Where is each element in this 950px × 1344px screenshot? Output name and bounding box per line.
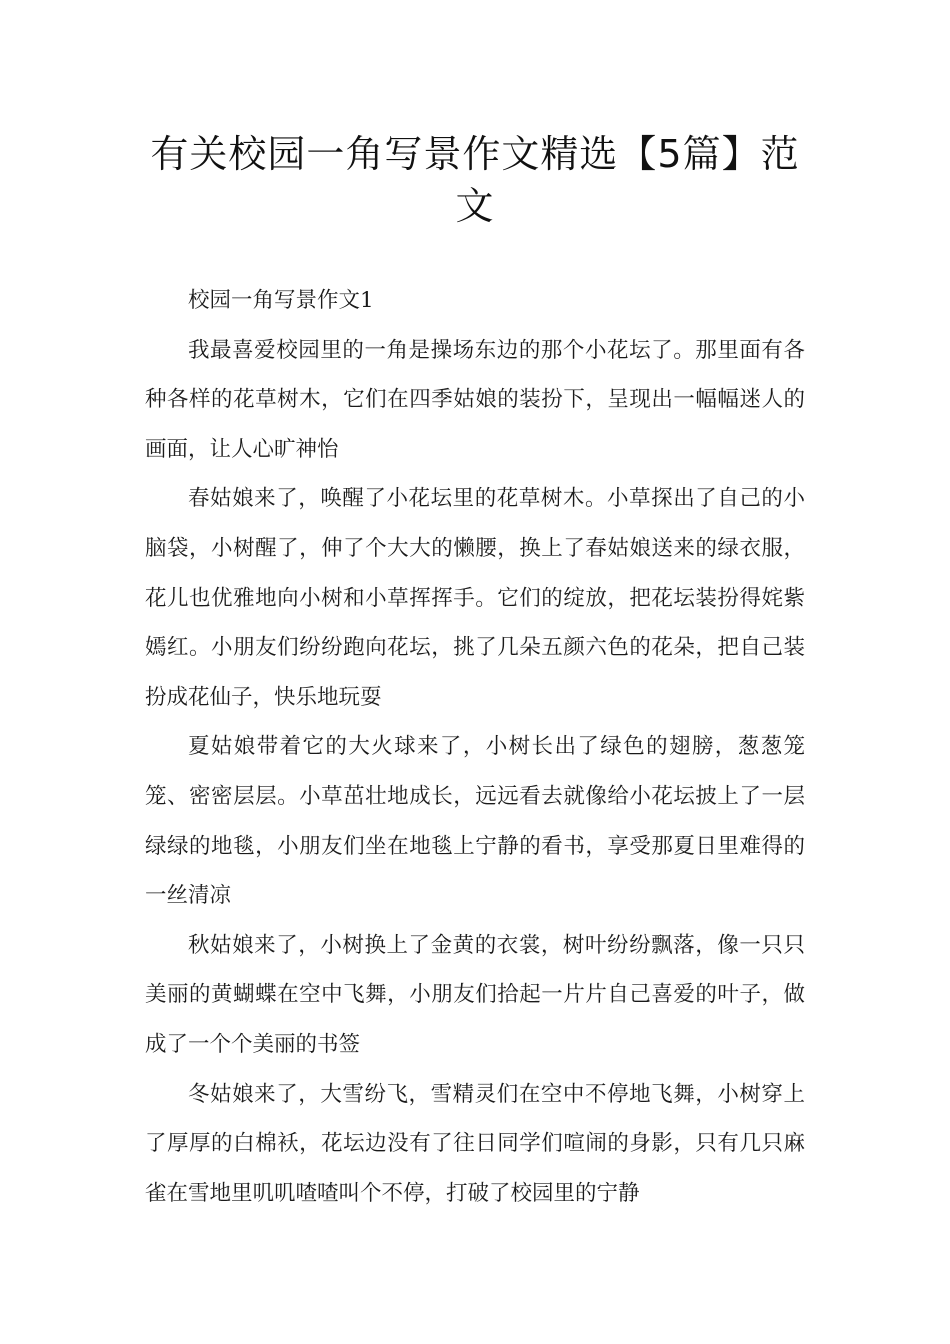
document-body [145, 276, 805, 1218]
document-title: 有关校园一角写景作文精选【5篇】范文 [150, 132, 800, 228]
section-heading: 校园一角写景作文1 [188, 288, 374, 313]
paragraph: 冬姑娘来了，大雪纷飞，雪精灵们在空中不停地飞舞，小树穿上了厚厚的白棉袄，花坛边没有了往日同学们喧闹的身影，只有几只麻雀在雪地里叽叽喳喳叫个不停，打破了校园里的宁静 [145, 1081, 805, 1206]
paragraph: 我最喜爱校园里的一角是操场东边的那个小花坛了。那里面有各种各样的花草树木，它们在四季姑娘的装扮下，呈现出一幅幅迷人的画面，让人心旷神怡 [145, 337, 805, 462]
paragraph: 春姑娘来了，唤醒了小花坛里的花草树木。小草探出了自己的小脑袋，小树醒了，伸了个大大的懒腰，换上了春姑娘送来的绿衣服，花儿也优雅地向小树和小草挥挥手。它们的绽放，把花坛装扮得姹紫嫣红。小朋友们纷纷跑向花坛，挑了几朵五颜六色的花朵，把自己装扮成花仙子，快乐地玩耍 [145, 486, 805, 710]
paragraph: 秋姑娘来了，小树换上了金黄的衣裳，树叶纷纷飘落，像一只只美丽的黄蝴蝶在空中飞舞，小朋友们拾起一片片自己喜爱的叶子，做成了一个个美丽的书签 [145, 932, 805, 1057]
paragraph: 夏姑娘带着它的大火球来了，小树长出了绿色的翅膀，葱葱笼笼、密密层层。小草茁壮地成长，远远看去就像给小花坛披上了一层绿绿的地毯，小朋友们坐在地毯上宁静的看书，享受那夏日里难得的一丝清凉 [145, 734, 805, 909]
